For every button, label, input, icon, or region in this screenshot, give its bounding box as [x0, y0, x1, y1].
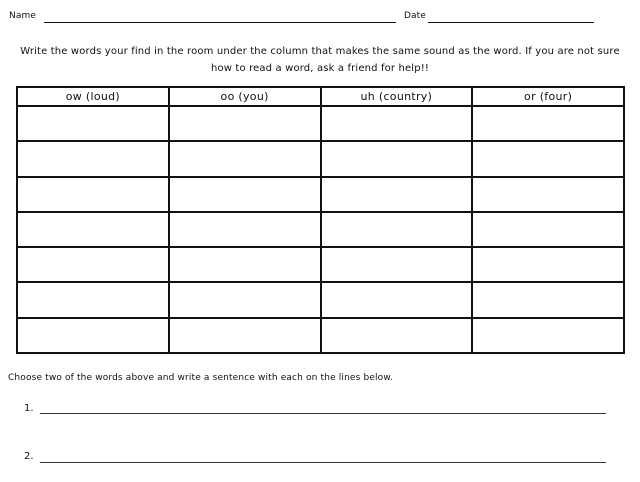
column-header-or: or (four) — [472, 87, 624, 106]
table-cell[interactable] — [169, 141, 321, 176]
table-cell[interactable] — [17, 141, 169, 176]
table-cell[interactable] — [169, 247, 321, 282]
sentence-line-2[interactable] — [40, 462, 606, 463]
table-cell[interactable] — [17, 106, 169, 141]
date-label: Date — [404, 11, 426, 21]
table-row — [17, 212, 624, 247]
table-cell[interactable] — [472, 106, 624, 141]
table-cell[interactable] — [472, 247, 624, 282]
table-cell[interactable] — [17, 177, 169, 212]
table-row — [17, 106, 624, 141]
table-cell[interactable] — [472, 212, 624, 247]
sentence-number-2: 2. — [24, 451, 34, 462]
table-cell[interactable] — [169, 177, 321, 212]
table-cell[interactable] — [321, 318, 473, 353]
table-cell[interactable] — [169, 282, 321, 317]
column-header-oo: oo (you) — [169, 87, 321, 106]
table-cell[interactable] — [321, 282, 473, 317]
table-row — [17, 318, 624, 353]
table-body — [17, 106, 624, 353]
table-cell[interactable] — [472, 141, 624, 176]
table-header-row — [17, 87, 624, 106]
table-cell[interactable] — [472, 282, 624, 317]
table-cell[interactable] — [321, 106, 473, 141]
table-cell[interactable] — [169, 212, 321, 247]
table-cell[interactable] — [321, 141, 473, 176]
table-cell[interactable] — [472, 318, 624, 353]
date-field-line[interactable] — [428, 22, 594, 23]
table-row — [17, 282, 624, 317]
table-cell[interactable] — [17, 282, 169, 317]
sentence-prompt: Choose two of the words above and write a sentence with each on the lines below. — [8, 373, 394, 383]
table-cell[interactable] — [472, 177, 624, 212]
table-row — [17, 247, 624, 282]
table-cell[interactable] — [17, 318, 169, 353]
table-cell[interactable] — [169, 106, 321, 141]
sentence-line-1[interactable] — [40, 413, 606, 414]
table-cell[interactable] — [169, 318, 321, 353]
table-cell[interactable] — [321, 247, 473, 282]
table-cell[interactable] — [321, 177, 473, 212]
instructions-text: Write the words your find in the room under the column that makes the same sound as the word. If you are not sure how to read a word, ask a friend for help!! — [20, 46, 620, 74]
sentence-number-1: 1. — [24, 403, 34, 414]
table-row — [17, 177, 624, 212]
column-header-uh: uh (country) — [321, 87, 473, 106]
table-cell[interactable] — [17, 247, 169, 282]
column-header-ow: ow (loud) — [17, 87, 169, 106]
name-label: Name — [9, 11, 36, 21]
name-field-line[interactable] — [44, 22, 396, 23]
table-cell[interactable] — [321, 212, 473, 247]
table-cell[interactable] — [17, 212, 169, 247]
table-row — [17, 141, 624, 176]
word-sort-table — [16, 86, 625, 354]
